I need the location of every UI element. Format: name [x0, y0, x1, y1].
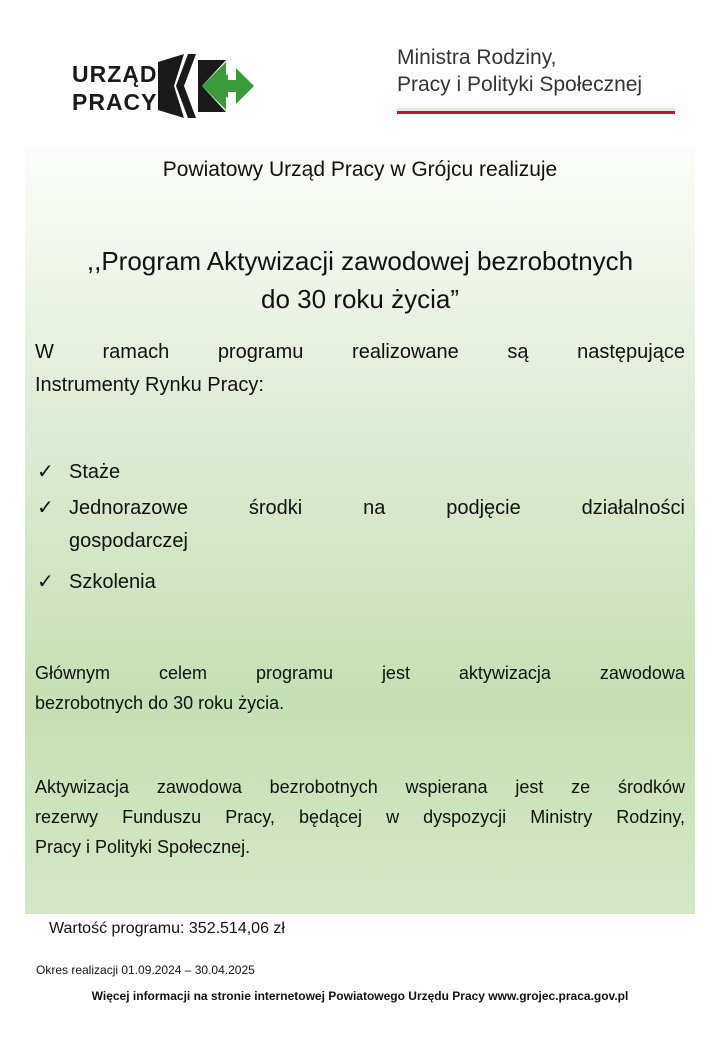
content-panel	[25, 146, 695, 914]
list-item: ✓ Jednorazowe środki na podjęcie działalności gospodarczej	[35, 492, 685, 558]
urzad-pracy-logo-text: URZĄD PRACY	[72, 61, 158, 115]
urzad-pracy-logo	[72, 52, 262, 124]
funding-text: Aktywizacja zawodowa bezrobotnych wspierana jest ze środków rezerwy Funduszu Pracy, będącej w dyspozycji Ministry Rodziny, Pracy i Polityki Społecznej.	[35, 777, 685, 857]
panel-title: Powiatowy Urząd Pracy w Grójcu realizuje	[162, 158, 558, 181]
flag-red-stripe	[397, 111, 675, 114]
program-goal-text: Głównym celem programu jest aktywizacja zawodowa bezrobotnych do 30 roku życia.	[35, 663, 685, 713]
ministry-logo	[397, 44, 677, 114]
list-item: ✓ Staże	[35, 456, 685, 489]
intro-text: W ramach programu realizowane są następujące Instrumenty Rynku Pracy:	[35, 341, 685, 396]
checkmark-icon: ✓	[37, 571, 54, 593]
urzad-pracy-arrow-icon	[156, 52, 256, 120]
ministry-logo-line-2: Pracy i Polityki Społecznej	[397, 73, 643, 96]
checkmark-icon: ✓	[37, 461, 54, 483]
list-item: ✓ Szkolenia	[35, 566, 685, 599]
program-name: ,,Program Aktywizacji zawodowej bezrobotnych do 30 roku życia”	[86, 246, 634, 314]
realization-period: Okres realizacji 01.09.2024 – 30.04.2025	[36, 963, 255, 977]
ministry-logo-line-1: Ministra Rodziny,	[397, 46, 557, 69]
more-info-text: Więcej informacji na stronie internetowej Powiatowego Urzędu Pracy www.grojec.praca.gov.pl	[91, 989, 629, 1003]
checkmark-icon: ✓	[37, 497, 54, 519]
flag-white-stripe	[397, 108, 675, 111]
instruments-list	[35, 456, 685, 602]
program-value: Wartość programu: 352.514,06 zł	[49, 920, 285, 937]
